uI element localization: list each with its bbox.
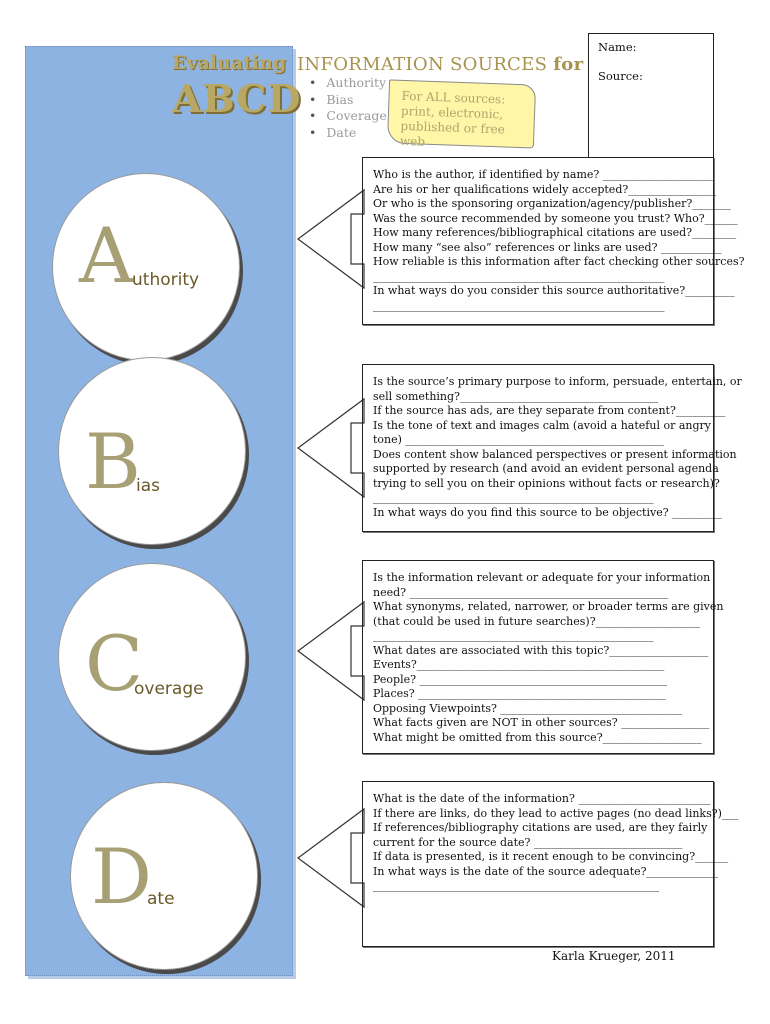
bias-word: ias	[136, 476, 160, 496]
authority-arrow	[296, 184, 366, 294]
title-abcd: ABCD	[172, 76, 302, 121]
authority-questions-box	[362, 157, 745, 325]
coverage-circle	[58, 563, 246, 751]
coverage-letter: C	[85, 619, 144, 708]
sticky-line: For ALL sources:	[401, 88, 506, 107]
coverage-arrow	[296, 596, 366, 706]
coverage-questions: Is the information relevant or adequate for your information need? _______________________________________________ What synonyms, related, narrower, or broader terms are given (that could be used in future searches)?___________________ ___________________________________________________ What dates are associated with this topic?__________________ Events?_____________________________________________ People? _____________________________________________ Places? _____________________________________________ Opposing Viewpoints? _________________________________ What facts given are NOT in other sources? ________________ What might be omitted from this source?__________________	[373, 571, 724, 744]
authority-questions: Who is the author, if identified by name? ____________________ Are his or her qualifications widely accepted?________________ Or who is the sponsoring organization/agency/publisher?_______ Was the source recommended by someone you trust? Who?______ How many references/bibliographical citations are used?________ How many “see also” references or links are used? ___________ How reliable is this information after fact checking other sources? _____________________________________________________ In what ways do you consider this source authoritative?_________ _____________________________________________________	[373, 168, 745, 312]
authority-letter: A	[79, 211, 134, 300]
sticky-line: print, electronic,	[400, 103, 504, 122]
authority-word: uthority	[132, 270, 200, 290]
name-label: Name:	[598, 40, 637, 54]
criteria-item: • Authority	[309, 75, 387, 92]
criteria-item: • Bias	[309, 92, 387, 109]
date-letter: D	[91, 832, 152, 921]
name-source-box	[588, 33, 714, 158]
coverage-word: overage	[134, 679, 204, 699]
sticky-line: published or free web	[399, 118, 506, 149]
for-text: for	[553, 54, 584, 75]
bias-circle	[58, 357, 246, 545]
bias-letter: B	[85, 417, 141, 506]
date-arrow	[296, 803, 366, 913]
source-label: Source:	[598, 69, 643, 83]
criteria-list	[309, 75, 387, 141]
date-questions-box	[362, 781, 739, 947]
title-evaluating: Evaluating	[172, 52, 287, 74]
bias-arrow	[296, 393, 366, 503]
bias-questions-box	[362, 364, 742, 532]
author-credit: Karla Krueger, 2011	[552, 949, 676, 963]
date-word: ate	[147, 889, 175, 909]
title-information-sources	[297, 54, 583, 75]
authority-circle	[52, 173, 240, 361]
info-sources-text: INFORMATION SOURCES	[297, 54, 548, 75]
criteria-item: • Coverage	[309, 108, 387, 125]
criteria-item: • Date	[309, 125, 387, 142]
date-circle	[70, 782, 258, 970]
date-questions: What is the date of the information? ________________________ If there are links, do they lead to active pages (no dead links?)___ If references/bibliography citations are used, are they fairly current for the source date? ___________________________ If data is presented, is it recent enough to be convincing?______ In what ways is the date of the source adequate?_____________ ____________________________________________________	[373, 792, 739, 892]
sticky-note	[387, 79, 536, 148]
coverage-questions-box	[362, 560, 724, 754]
bias-questions: Is the source’s primary purpose to inform, persuade, entertain, or sell something?____________________________________ If the source has ads, are they separate from content?_________ Is the tone of text and images calm (avoid a hateful or angry tone) _______________________________________________ Does content show balanced perspectives or present information supported by research (and avoid an evident personal agenda trying to sell you on their opinions without facts or research)? ___________________________________________________ In what ways do you find this source to be objective? _________	[373, 375, 742, 519]
